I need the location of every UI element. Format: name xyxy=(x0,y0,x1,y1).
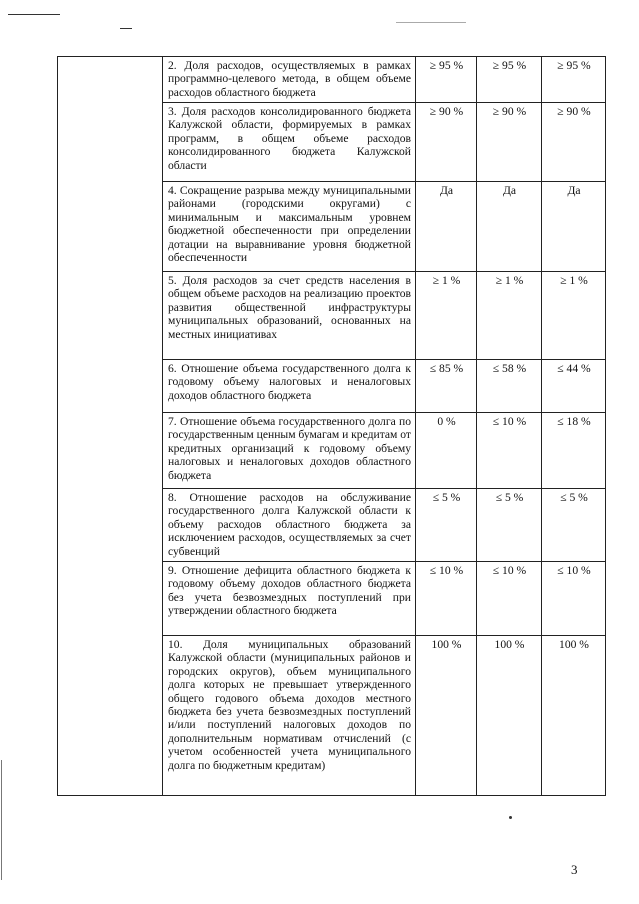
first-column-empty xyxy=(58,57,163,796)
value-cell: ≤ 5 % xyxy=(477,489,542,562)
value-cell: ≥ 1 % xyxy=(477,272,542,360)
scan-mark-top-right xyxy=(396,22,466,23)
indicator-cell: 2. Доля расходов, осуществляемых в рамках программно-целевого метода, в общем объеме расходов областного бюджета xyxy=(163,57,416,103)
indicator-cell: 8. Отношение расходов на обслуживание государственного долга Калужской области к объему расходов областного бюджета за исключением расходов, осуществляемых за счет субвенций xyxy=(163,489,416,562)
value-cell: ≥ 95 % xyxy=(416,57,477,103)
value-cell: ≤ 58 % xyxy=(477,360,542,413)
value-cell: ≥ 1 % xyxy=(542,272,606,360)
value-cell: ≤ 10 % xyxy=(477,413,542,489)
value-cell: ≤ 85 % xyxy=(416,360,477,413)
value-cell: Да xyxy=(477,182,542,272)
value-cell: Да xyxy=(542,182,606,272)
value-cell: 0 % xyxy=(416,413,477,489)
value-cell: ≤ 5 % xyxy=(542,489,606,562)
stray-dot xyxy=(509,816,512,819)
scan-mark-top-left-short xyxy=(120,28,132,29)
value-cell: ≤ 44 % xyxy=(542,360,606,413)
value-cell: ≤ 10 % xyxy=(542,562,606,636)
value-cell: ≥ 95 % xyxy=(477,57,542,103)
value-cell: ≥ 90 % xyxy=(542,103,606,182)
indicators-table xyxy=(57,56,606,796)
value-cell: 100 % xyxy=(416,636,477,796)
page-number: 3 xyxy=(571,862,578,877)
value-cell: Да xyxy=(416,182,477,272)
value-cell: 100 % xyxy=(542,636,606,796)
value-cell: ≤ 5 % xyxy=(416,489,477,562)
value-cell: ≤ 10 % xyxy=(477,562,542,636)
binding-edge-line xyxy=(1,760,2,880)
value-cell: ≤ 10 % xyxy=(416,562,477,636)
value-cell: 100 % xyxy=(477,636,542,796)
value-cell: ≤ 18 % xyxy=(542,413,606,489)
indicator-cell: 4. Сокращение разрыва между муниципальными районами (городскими округами) с минимальным и максимальным уровнем бюджетной обеспеченности при определении дотации на выравнивание уровня бюджетной обеспеченности xyxy=(163,182,416,272)
indicator-cell: 9. Отношение дефицита областного бюджета к годовому объему доходов областного бюджета без учета безвозмездных поступлений при утверждении областного бюджета xyxy=(163,562,416,636)
indicator-cell: 10. Доля муниципальных образований Калужской области (муниципальных районов и городских округов), объем муниципального долга которых не превышает утвержденного общего годового объема доходов местного бюджета без учета безвозмездных поступлений и/или поступлений налоговых доходов по дополнительным нормативам отчислений (с учетом особенностей учета муниципального долга по бюджетным кредитам) xyxy=(163,636,416,796)
indicator-cell: 5. Доля расходов за счет средств населения в общем объеме расходов на реализацию проектов развития общественной инфраструктуры муниципальных образований, основанных на местных инициативах xyxy=(163,272,416,360)
indicator-cell: 3. Доля расходов консолидированного бюджета Калужской области, формируемых в рамках программ, в общем объеме расходов консолидированного бюджета Калужской области xyxy=(163,103,416,182)
value-cell: ≥ 1 % xyxy=(416,272,477,360)
indicator-cell: 6. Отношение объема государственного долга к годовому объему налоговых и неналоговых доходов областного бюджета xyxy=(163,360,416,413)
indicator-cell: 7. Отношение объема государственного долга по государственным ценным бумагам и кредитам от кредитных организаций к годовому объему налоговых и неналоговых доходов областного бюджета xyxy=(163,413,416,489)
table-row xyxy=(58,57,606,103)
scan-mark-top-left xyxy=(8,14,60,15)
value-cell: ≥ 90 % xyxy=(416,103,477,182)
value-cell: ≥ 95 % xyxy=(542,57,606,103)
value-cell: ≥ 90 % xyxy=(477,103,542,182)
